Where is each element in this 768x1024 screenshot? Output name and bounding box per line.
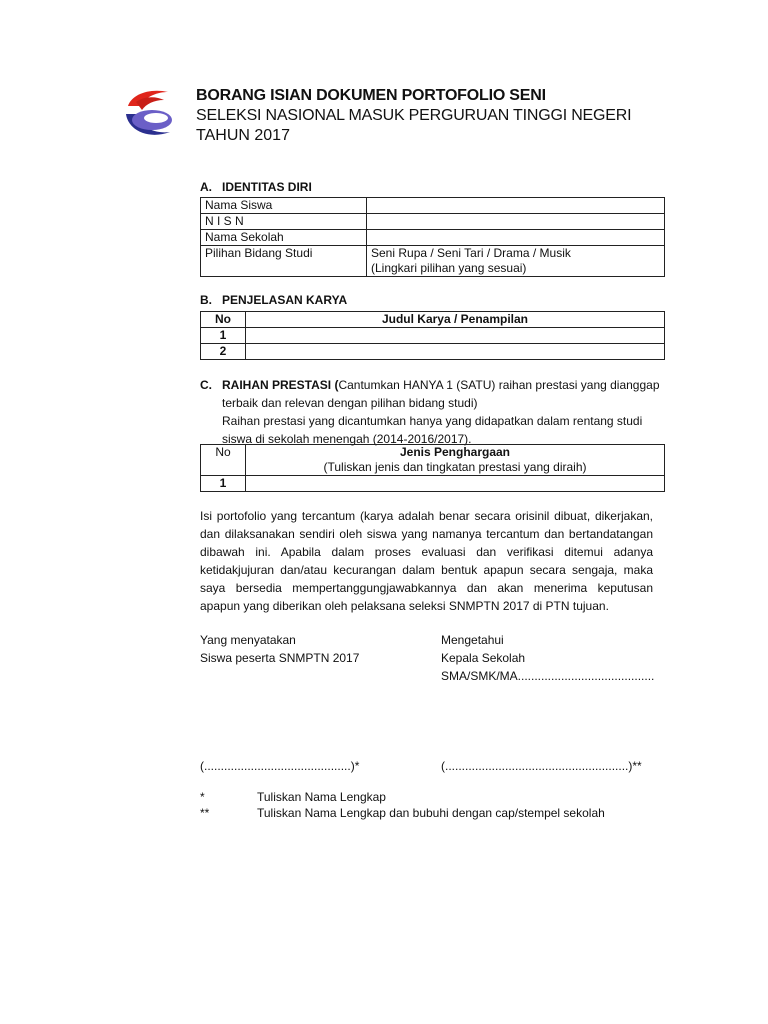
section-c-line4: siswa di sekolah menengah (2014-2016/2017).	[222, 432, 472, 446]
identity-value-field[interactable]	[367, 214, 665, 230]
signature-right-blank: (.......................................................)**	[441, 759, 642, 773]
identity-label: Pilihan Bidang Studi	[201, 246, 367, 277]
section-b-heading	[200, 293, 347, 307]
achievement-table	[200, 444, 665, 492]
row-number: 1	[201, 328, 246, 344]
section-b-title: PENJELASAN KARYA	[222, 293, 348, 307]
table-header-row	[201, 445, 665, 476]
table-row	[201, 214, 665, 230]
note-text: Tuliskan Nama Lengkap	[257, 790, 386, 804]
study-options-note: (Lingkari pilihan yang sesuai)	[371, 261, 527, 275]
signer-left-label: Yang menyatakan	[200, 633, 296, 647]
table-row	[201, 476, 665, 492]
section-a-title: IDENTITAS DIRI	[222, 180, 312, 194]
row-number: 1	[201, 476, 246, 492]
document-title: BORANG ISIAN DOKUMEN PORTOFOLIO SENI	[196, 87, 546, 104]
table-row	[201, 328, 665, 344]
table-row	[201, 246, 665, 277]
section-c-heading	[200, 376, 660, 448]
table-row	[201, 344, 665, 360]
table-header-row	[201, 312, 665, 328]
identity-table	[200, 197, 665, 277]
row-number: 2	[201, 344, 246, 360]
document-subtitle: SELEKSI NASIONAL MASUK PERGURUAN TINGGI NEGERI	[196, 107, 632, 124]
col-no-header: No	[201, 312, 246, 328]
award-header-note: (Tuliskan jenis dan tingkatan prestasi yang diraih)	[323, 460, 587, 474]
table-row	[201, 198, 665, 214]
study-options: Seni Rupa / Seni Tari / Drama / Musik	[371, 246, 571, 260]
section-a-heading	[200, 180, 312, 194]
col-award-header	[246, 445, 665, 476]
section-c-letter: C.	[200, 378, 212, 392]
section-c-intro: Cantumkan HANYA 1 (SATU) raihan prestasi yang dianggap	[338, 378, 660, 392]
identity-label: Nama Sekolah	[201, 230, 367, 246]
note-text: Tuliskan Nama Lengkap dan bubuhi dengan cap/stempel sekolah	[257, 806, 605, 820]
identity-value-field[interactable]	[367, 230, 665, 246]
work-title-field[interactable]	[246, 344, 665, 360]
snmptn-logo-icon	[122, 84, 178, 144]
work-title-field[interactable]	[246, 328, 665, 344]
identity-value-field[interactable]	[367, 198, 665, 214]
col-no-header: No	[201, 445, 246, 476]
signer-right-label: Mengetahui	[441, 633, 504, 647]
section-c-line2: terbaik dan relevan dengan pilihan bidang studi)	[222, 396, 478, 410]
section-c-line3: Raihan prestasi yang dicantumkan hanya yang didapatkan dalam rentang studi	[222, 414, 643, 428]
note-mark: *	[200, 790, 205, 804]
section-b-letter: B.	[200, 293, 212, 307]
section-c-first-line	[200, 376, 660, 394]
award-field[interactable]	[246, 476, 665, 492]
declaration-text: Isi portofolio yang tercantum (karya adalah benar secara orisinil dibuat, dikerjakan, dan dilaksanakan sendiri oleh siswa yang namanya tercantum dan bertandatangan dibawah ini. Apabila dalam proses evaluasi dan verifikasi ditemui adanya ketidakjujuran dan/atau kecurangan dalam bentuk apapun secara sengaja, maka saya bersedia mempertanggungjawabkannya dan akan menerima keputusan apapun yang diberikan oleh pelaksana seleksi SNMPTN 2017 di PTN tujuan.	[200, 509, 653, 613]
signer-left-role: Siswa peserta SNMPTN 2017	[200, 651, 360, 665]
table-row	[201, 230, 665, 246]
identity-label: Nama Siswa	[201, 198, 367, 214]
document-year: TAHUN 2017	[196, 127, 290, 144]
col-title-header: Judul Karya / Penampilan	[246, 312, 665, 328]
identity-label: N I S N	[201, 214, 367, 230]
identity-value-field[interactable]	[367, 246, 665, 277]
section-c-title: RAIHAN PRESTASI (	[222, 378, 339, 392]
works-table	[200, 311, 665, 360]
section-a-letter: A.	[200, 180, 212, 194]
signer-right-role: Kepala Sekolah	[441, 651, 526, 665]
award-header-title: Jenis Penghargaan	[399, 445, 511, 459]
signature-left-blank: (............................................)*	[200, 759, 360, 773]
school-name-line: SMA/SMK/MA.........................................	[441, 669, 655, 683]
note-mark: **	[200, 806, 210, 820]
